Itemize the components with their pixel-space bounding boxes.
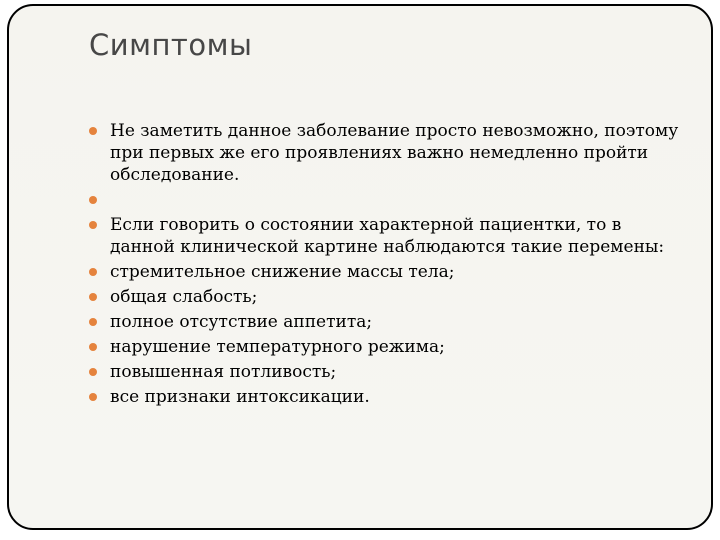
- bullet-text: все признаки интоксикации.: [110, 387, 370, 407]
- bullet-icon: [89, 268, 97, 276]
- bullet-icon: [89, 196, 97, 204]
- bullet-icon: [89, 343, 97, 351]
- bullet-text: стремительное снижение массы тела;: [110, 262, 455, 282]
- bullet-icon: [89, 393, 97, 401]
- list-item: [89, 386, 689, 408]
- bullet-icon: [89, 318, 97, 326]
- bullet-text: Если говорить о состоянии характерной пациентки, то в данной клинической картине наблюдаются такие перемены:: [110, 215, 665, 257]
- slide-title: Симптомы: [89, 28, 253, 62]
- list-item: [89, 189, 689, 211]
- bullet-icon: [89, 221, 97, 229]
- list-item: [89, 286, 689, 308]
- bullet-icon: [89, 127, 97, 135]
- slide-frame: [7, 4, 713, 530]
- bullet-text: полное отсутствие аппетита;: [110, 312, 373, 332]
- list-item: [89, 120, 689, 186]
- bullet-text: повышенная потливость;: [110, 362, 337, 382]
- list-item: [89, 336, 689, 358]
- bullet-icon: [89, 368, 97, 376]
- bullet-text: нарушение температурного режима;: [110, 337, 445, 357]
- bullet-text: общая слабость;: [110, 287, 258, 307]
- list-item: [89, 214, 689, 258]
- list-item: [89, 361, 689, 383]
- bullet-text: Не заметить данное заболевание просто невозможно, поэтому при первых же его проявлениях важно немедленно пройти обследование.: [110, 121, 679, 185]
- bullet-icon: [89, 293, 97, 301]
- list-item: [89, 311, 689, 333]
- bullet-list: [89, 120, 689, 411]
- list-item: [89, 261, 689, 283]
